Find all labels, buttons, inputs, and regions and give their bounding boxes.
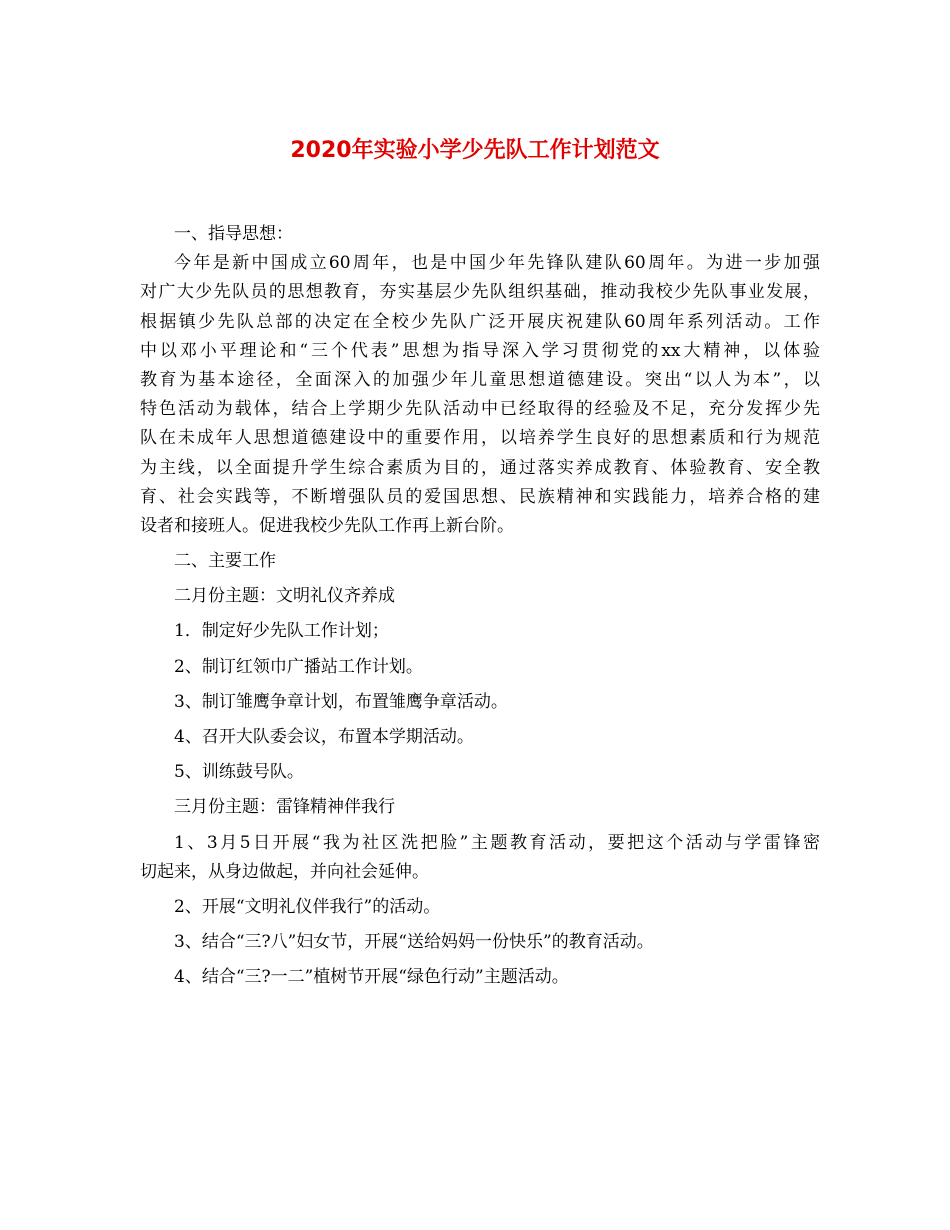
list-item: 1、3月5日开展“我为社区洗把脸”主题教育活动，要把这个活动与学雷锋密 [174,832,820,853]
paragraph-line: 根据镇少先队总部的决定在全校少先队广泛开展庆祝建队60周年系列活动。工作 [140,311,820,332]
section-heading: 一、指导思想： [174,224,293,244]
document-title: 2020年实验小学少先队工作计划范文 [290,138,660,163]
list-item: 2、制订红领巾广播站工作计划。 [174,656,423,677]
list-item: 3、结合“三?八”妇女节，开展“送给妈妈一份快乐”的教育活动。 [174,932,654,953]
paragraph-line: 教育为基本途径，全面深入的加强少年儿童思想道德建设。突出“以人为本”，以 [140,369,820,390]
list-item: 4、召开大队委会议，布置本学期活动。 [174,727,474,747]
list-item: 4、结合“三?一二”植树节开展“绿色行动”主题活动。 [174,967,569,988]
paragraph-line: 队在未成年人思想道德建设中的重要作用，以培养学生良好的思想素质和行为规范 [140,428,820,449]
paragraph-line: 中以邓小平理论和“三个代表”思想为指导深入学习贯彻党的xx大精神，以体验 [140,340,820,361]
paragraph-line: 特色活动为载体，结合上学期少先队活动中已经取得的经验及不足，充分发挥少先 [140,399,820,420]
list-item: 5、训练鼓号队。 [174,762,304,783]
list-item: 2、开展“文明礼仪伴我行”的活动。 [174,896,441,917]
document-body [140,220,820,993]
month-theme: 三月份主题：雷锋精神伴我行 [174,797,395,818]
paragraph-line: 设者和接班人。促进我校少先队工作再上新台阶。 [140,515,514,536]
paragraph-line: 今年是新中国成立60周年，也是中国少年先锋队建队60周年。为进一步加强 [174,253,820,274]
list-item-continuation: 切起来，从身边做起，并向社会延伸。 [140,861,429,882]
month-theme: 二月份主题：文明礼仪齐养成 [174,586,395,607]
paragraph-line: 育、社会实践等，不断增强队员的爱国思想、民族精神和实践能力，培养合格的建 [140,486,820,507]
paragraph-line: 对广大少先队员的思想教育，夯实基层少先队组织基础，推动我校少先队事业发展， [140,282,820,303]
section-heading: 二、主要工作 [174,551,276,572]
list-item: 3、制订雏鹰争章计划，布置雏鹰争章活动。 [174,691,508,712]
paragraph-line: 为主线，以全面提升学生综合素质为目的，通过落实养成教育、体验教育、安全教 [140,457,820,478]
list-item: 1．制定好少先队工作计划； [174,621,389,642]
